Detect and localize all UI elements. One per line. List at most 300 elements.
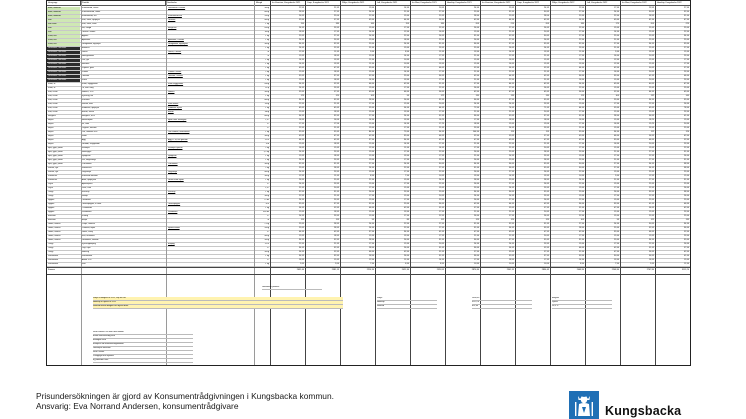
- header-cell: Varugrupp: [47, 1, 81, 6]
- price-cell: 9,50: [335, 263, 339, 265]
- price-cell: 44,95: [508, 203, 514, 205]
- price-cell: 14,90: [403, 123, 409, 125]
- price-cell: 67,90: [683, 83, 689, 85]
- price-cell: 145: [685, 95, 689, 97]
- price-cell: 37,90: [368, 231, 374, 233]
- comparison-cell: [167, 159, 253, 162]
- price-cell: 29,95: [508, 15, 514, 17]
- price-cell: 17,95: [438, 235, 444, 237]
- price-cell: 30,95: [648, 223, 654, 225]
- price-cell: 23,90: [683, 79, 689, 81]
- price-cell: 8,90: [580, 263, 584, 265]
- price-cell: 17,90: [578, 211, 584, 213]
- price-cell: 14,90: [578, 259, 584, 261]
- price-cell: 29,90: [683, 39, 689, 41]
- price-cell: 39,95: [298, 203, 304, 205]
- price-cell: 15,90: [613, 119, 619, 121]
- comparison-cell: Ketchup: [168, 191, 176, 193]
- price-cell: 52,90: [683, 139, 689, 141]
- price-cell: 23,90: [578, 151, 584, 153]
- price-cell: 31,95: [438, 255, 444, 257]
- quantity-cell: 1 l: [266, 247, 269, 249]
- price-cell: 24,90: [368, 227, 374, 229]
- price-cell: 24,95: [508, 155, 514, 157]
- price-cell: 20,95: [543, 235, 549, 237]
- price-cell: 26,90: [473, 199, 479, 201]
- comparison-cell: [167, 223, 253, 226]
- price-cell: 29,95: [298, 223, 304, 225]
- price-cell: 18,95: [333, 235, 339, 237]
- price-cell: 57,95: [543, 251, 549, 253]
- price-cell: 47,95: [543, 231, 549, 233]
- price-cell: 46,90: [683, 203, 689, 205]
- price-cell: 10,95: [508, 263, 514, 265]
- category-cell: Mjöl, gryn, pasta: [48, 151, 63, 153]
- category-cell: Barnmat: [48, 215, 56, 217]
- grid-line: [550, 1, 551, 366]
- price-cell: 29,95: [438, 191, 444, 193]
- price-cell: 57,95: [333, 91, 339, 93]
- price-cell: 9,90: [370, 51, 374, 53]
- price-cell: 26,95: [298, 179, 304, 181]
- price-cell: 19,90: [368, 27, 374, 29]
- price-cell: 13,90: [403, 111, 409, 113]
- price-cell: 109: [615, 95, 619, 97]
- price-cell: 14,95: [298, 63, 304, 65]
- category-cell: Kött, chark: [48, 107, 58, 109]
- comparison-cell: Ost hårdost, hushållsost: [168, 131, 190, 133]
- comparison-cell: [167, 219, 253, 222]
- category-cell: Grönsaker, rotfrukter: [47, 59, 80, 62]
- price-cell: 17,90: [403, 87, 409, 89]
- price-cell: 109: [370, 95, 374, 97]
- price-cell: 26,90: [368, 191, 374, 193]
- price-cell: 22,90: [578, 215, 584, 217]
- comparison-cell: Knäckebröd fint: [168, 15, 182, 17]
- category-cell: Godis, snacks: [48, 235, 61, 237]
- comparison-cell: [167, 255, 253, 258]
- product-cell: Honung: [82, 251, 90, 253]
- quantity-cell: 1 kg: [265, 67, 269, 69]
- price-cell: 22,90: [578, 171, 584, 173]
- product-cell: Ketchup: [82, 191, 90, 193]
- price-cell: 34,95: [298, 247, 304, 249]
- price-cell: 19,95: [648, 31, 654, 33]
- price-cell: 28,90: [613, 115, 619, 117]
- price-cell: 11,95: [334, 51, 339, 53]
- price-cell: 52,95: [333, 83, 339, 85]
- price-cell: 19,95: [298, 155, 304, 157]
- totals-bottom-divider: [47, 274, 690, 275]
- price-cell: 47,90: [473, 231, 479, 233]
- price-cell: 31,90: [683, 151, 689, 153]
- product-cell: Chips, naturell: [82, 223, 95, 225]
- quantity-cell: 1 kg: [265, 107, 269, 109]
- price-cell: 29,90: [403, 75, 409, 77]
- price-cell: 27,95: [508, 87, 514, 89]
- price-cell: 31,95: [333, 163, 339, 165]
- category-cell: Sockerbitar: [48, 255, 59, 257]
- price-cell: 6,90: [405, 263, 409, 265]
- price-cell: 125: [545, 219, 549, 221]
- price-cell: 42,90: [473, 203, 479, 205]
- price-cell: 54,95: [298, 251, 304, 253]
- price-cell: 24,95: [298, 183, 304, 185]
- price-cell: 22,95: [648, 155, 654, 157]
- price-cell: 57,90: [683, 247, 689, 249]
- price-cell: 209: [475, 23, 479, 25]
- price-cell: 36,90: [473, 115, 479, 117]
- price-cell: 13,90: [578, 63, 584, 65]
- comparison-cell: [167, 35, 253, 38]
- price-cell: 15,90: [368, 211, 374, 213]
- note-item: Extrapris vid undersökningstillfället: [93, 343, 193, 347]
- price-cell: 38,90: [683, 191, 689, 193]
- price-cell: 34,90: [683, 35, 689, 37]
- price-cell: 42,95: [543, 75, 549, 77]
- price-cell: 20,95: [543, 111, 549, 113]
- price-cell: 35,95: [543, 163, 549, 165]
- comparison-cell: Lingonsylt: [168, 171, 178, 173]
- price-cell: 36,90: [473, 247, 479, 249]
- price-cell: 23,95: [333, 159, 339, 161]
- price-cell: 31,90: [683, 15, 689, 17]
- price-cell: 17,90: [403, 171, 409, 173]
- category-cell: Margarin: [48, 115, 56, 117]
- price-cell: 29,95: [508, 159, 514, 161]
- price-cell: 29,90: [613, 99, 619, 101]
- header-cell: Willys, Kungsbacka 2021: [341, 1, 376, 6]
- grid-line: [270, 1, 271, 366]
- price-cell: 19,90: [368, 183, 374, 185]
- price-cell: 37,95: [543, 115, 549, 117]
- price-cell: 39,90: [683, 99, 689, 101]
- product-cell: Bacon, skivat: [82, 111, 94, 113]
- product-cell: Bananer: [82, 47, 90, 49]
- price-cell: 31,95: [438, 99, 444, 101]
- price-cell: 21,95: [508, 31, 514, 33]
- price-cell: 28,95: [333, 227, 339, 229]
- price-cell: 21,90: [403, 11, 409, 13]
- price-cell: 26,95: [543, 183, 549, 185]
- price-cell: 78,90: [683, 107, 689, 109]
- price-cell: 21,95: [508, 147, 514, 149]
- price-cell: 35,95: [543, 43, 549, 45]
- price-cell: 199: [300, 23, 304, 25]
- quantity-cell: 1,5 kg: [263, 151, 269, 153]
- price-cell: 17,90: [368, 243, 374, 245]
- price-cell: 13,95: [438, 63, 444, 65]
- price-cell: 27,90: [368, 115, 374, 117]
- price-cell: 34,95: [298, 255, 304, 257]
- price-cell: 10,90: [473, 263, 479, 265]
- price-cell: 26,90: [473, 159, 479, 161]
- price-cell: 26,90: [683, 103, 689, 105]
- price-cell: 52,95: [333, 207, 339, 209]
- price-cell: 24,95: [298, 151, 304, 153]
- price-cell: 22,95: [438, 199, 444, 201]
- price-cell: 20,95: [648, 55, 654, 57]
- price-cell: 44,95: [298, 139, 304, 141]
- price-cell: 115: [545, 131, 549, 133]
- quantity-cell: 2 kg: [265, 71, 269, 73]
- price-cell: 57,90: [473, 207, 479, 209]
- price-cell: 9,90: [615, 51, 619, 53]
- price-cell: 27,95: [508, 27, 514, 29]
- price-cell: 26,95: [438, 35, 444, 37]
- price-cell: 44,90: [403, 19, 409, 21]
- price-cell: 9,90: [615, 175, 619, 177]
- price-cell: 15,90: [368, 123, 374, 125]
- price-cell: 34,90: [473, 191, 479, 193]
- price-cell: 31,90: [578, 99, 584, 101]
- category-cell: Kött, chark: [48, 103, 58, 105]
- price-cell: 34,95: [648, 163, 654, 165]
- comparison-cell: [167, 151, 253, 154]
- price-cell: 20,95: [333, 187, 339, 189]
- price-cell: 14,90: [403, 55, 409, 57]
- price-cell: 169: [370, 23, 374, 25]
- price-cell: 21,95: [298, 187, 304, 189]
- category-cell: Hygien: [48, 199, 55, 201]
- price-cell: 24,95: [298, 171, 304, 173]
- comparison-cell: [167, 247, 253, 250]
- price-cell: 35,95: [543, 191, 549, 193]
- price-cell: 47,95: [543, 139, 549, 141]
- price-cell: 19,90: [613, 127, 619, 129]
- price-cell: 20,95: [438, 7, 444, 9]
- quantity-cell: 500g: [264, 175, 269, 177]
- price-cell: 46,90: [368, 207, 374, 209]
- price-cell: 38,90: [683, 167, 689, 169]
- quantity-cell: 520g: [264, 15, 269, 17]
- quantity-cell: 1 kg: [265, 155, 269, 157]
- product-cell: Cornflakes: [82, 163, 92, 165]
- comparison-cell: Kokt skinka: [168, 103, 179, 105]
- price-cell: 99,90: [578, 131, 584, 133]
- price-cell: 62,90: [683, 135, 689, 137]
- total-cell: 2941,35: [506, 269, 514, 271]
- price-cell: 34,90: [473, 163, 479, 165]
- price-cell: 31,90: [578, 239, 584, 241]
- price-cell: 13,90: [578, 59, 584, 61]
- price-cell: 28,95: [298, 11, 304, 13]
- category-cell: Hygien: [48, 211, 55, 213]
- header-cell: Lidl, Kungsbacka 2022: [586, 1, 621, 6]
- price-cell: 28,95: [333, 223, 339, 225]
- price-cell: 16,95: [298, 147, 304, 149]
- price-cell: 26,95: [543, 171, 549, 173]
- product-cell: Fullkornsbröd, mörkt: [82, 11, 101, 13]
- price-cell: 27,90: [578, 35, 584, 37]
- product-cell: Apelsinjuice: [82, 183, 93, 185]
- price-cell: 23,90: [683, 55, 689, 57]
- price-cell: 28,90: [368, 247, 374, 249]
- price-cell: 57,95: [333, 19, 339, 21]
- quantity-cell: 1 kg: [265, 131, 269, 133]
- category-cell: Kött, chark: [48, 91, 58, 93]
- product-cell: Margarin, 80%: [82, 115, 96, 117]
- price-cell: 41,90: [683, 255, 689, 257]
- price-cell: 54,90: [578, 83, 584, 85]
- total-cell: 2767,80: [646, 269, 654, 271]
- price-cell: 23,95: [648, 127, 654, 129]
- price-cell: 26,90: [473, 39, 479, 41]
- price-cell: 14,90: [403, 7, 409, 9]
- price-cell: 30,95: [543, 35, 549, 37]
- price-cell: 46,90: [368, 251, 374, 253]
- price-cell: 21,95: [333, 7, 339, 9]
- price-cell: 99,95: [298, 131, 304, 133]
- totals-label: Summa: [48, 269, 55, 271]
- price-cell: 21,90: [613, 151, 619, 153]
- price-cell: 42,95: [333, 139, 339, 141]
- price-cell: 23,95: [543, 103, 549, 105]
- price-cell: 26,95: [508, 47, 514, 49]
- total-cell: 2021,30: [401, 269, 409, 271]
- product-cell: Choklad, mjölk: [82, 227, 96, 229]
- price-cell: 20,95: [543, 211, 549, 213]
- product-cell: Köttbullar, djupfryst: [82, 107, 100, 109]
- quantity-cell: 400g: [264, 19, 269, 21]
- product-cell: Fil, mild: [82, 123, 89, 125]
- price-cell: 20,95: [438, 103, 444, 105]
- price-cell: 22,95: [298, 103, 304, 105]
- price-cell: 22,90: [403, 35, 409, 37]
- price-cell: 26,90: [683, 243, 689, 245]
- price-cell: 22,95: [438, 87, 444, 89]
- price-cell: 42,90: [578, 231, 584, 233]
- price-cell: 56,90: [578, 91, 584, 93]
- price-cell: 28,90: [473, 179, 479, 181]
- price-cell: 31,95: [438, 115, 444, 117]
- price-cell: 67,90: [683, 19, 689, 21]
- price-cell: 189: [580, 23, 584, 25]
- price-cell: 14,95: [298, 59, 304, 61]
- grid-line: [620, 1, 621, 366]
- price-cell: 32,95: [333, 255, 339, 257]
- price-cell: 18,95: [333, 155, 339, 157]
- grid-line: [305, 1, 306, 366]
- price-cell: 42,90: [403, 83, 409, 85]
- price-cell: 209: [650, 23, 654, 25]
- price-cell: 17,90: [613, 155, 619, 157]
- price-cell: 21,95: [508, 211, 514, 213]
- category-cell: Fisk: [47, 19, 80, 22]
- price-cell: 19,90: [368, 7, 374, 9]
- category-cell: Grönsaker, rotfrukter: [47, 75, 80, 78]
- price-cell: 13,90: [403, 155, 409, 157]
- price-cell: 20,95: [648, 71, 654, 73]
- price-cell: 19,95: [298, 211, 304, 213]
- comparison-cell: Gurka, i lösvikt: [168, 51, 182, 53]
- total-cell: 2248,30: [611, 269, 619, 271]
- category-cell: Grönsaker, rotfrukter: [47, 79, 80, 82]
- product-cell: Ägg: [82, 139, 86, 141]
- comparison-cell: [167, 215, 253, 218]
- price-cell: 57,90: [473, 251, 479, 253]
- price-cell: 62,95: [543, 83, 549, 85]
- price-cell: 13,95: [543, 51, 549, 53]
- product-cell: Yoghurt, naturell: [82, 127, 97, 129]
- price-cell: 41,95: [648, 203, 654, 205]
- price-cell: 27,95: [508, 171, 514, 173]
- price-cell: 10,90: [403, 59, 409, 61]
- product-cell: Vetemjöl: [82, 147, 90, 149]
- total-cell: 2468,30: [576, 269, 584, 271]
- grid-line: [340, 1, 341, 366]
- price-cell: 22,95: [508, 79, 514, 81]
- price-cell: 46,90: [403, 91, 409, 93]
- price-cell: 32,95: [298, 163, 304, 165]
- price-cell: 24,90: [403, 43, 409, 45]
- price-cell: 44,95: [298, 231, 304, 233]
- category-cell: Fisk: [47, 27, 80, 30]
- price-cell: 28,50: [543, 15, 549, 17]
- price-cell: 21,90: [613, 159, 619, 161]
- price-cell: 11,90: [684, 263, 689, 265]
- product-cell: Tomater: [82, 75, 90, 77]
- price-cell: 22,95: [508, 71, 514, 73]
- price-cell: 24,90: [403, 115, 409, 117]
- price-cell: 62,90: [473, 91, 479, 93]
- price-cell: 21,95: [543, 143, 549, 145]
- quantity-cell: 20 p: [265, 87, 269, 89]
- price-cell: 27,95: [333, 35, 339, 37]
- comparison-cell: Potatis i lösvikt: [168, 71, 182, 73]
- comparison-cell: Mjölkchoklad: [168, 227, 180, 229]
- quantity-cell: 500g: [264, 195, 269, 197]
- price-cell: 16,95: [508, 59, 514, 61]
- price-cell: 29,95: [648, 35, 654, 37]
- price-cell: 39,90: [368, 67, 374, 69]
- product-cell: Sill, inlagd: [82, 27, 92, 29]
- price-cell: 94,95: [438, 131, 444, 133]
- product-cell: Olja, raps: [82, 247, 91, 249]
- price-cell: 26,95: [543, 39, 549, 41]
- price-cell: 54,95: [508, 67, 514, 69]
- price-cell: 46,90: [578, 247, 584, 249]
- note-item: Prisuppgift från hyllkant: [93, 355, 193, 359]
- quantity-cell: 2 l: [266, 231, 269, 233]
- comparison-cell: [167, 63, 253, 66]
- price-cell: 13,90: [473, 51, 479, 53]
- price-cell: 23,90: [578, 159, 584, 161]
- price-cell: 49,95: [508, 231, 514, 233]
- price-cell: 62,90: [683, 207, 689, 209]
- price-cell: 20,95: [543, 31, 549, 33]
- header-cell: Mängd: [255, 1, 271, 6]
- comparison-cell: Tomater, i lösvikt: [168, 75, 183, 77]
- price-cell: 15,90: [368, 55, 374, 57]
- price-cell: 41,95: [438, 231, 444, 233]
- price-cell: 47,95: [333, 67, 339, 69]
- category-cell: Övrigt: [48, 251, 54, 253]
- price-cell: 24,90: [368, 11, 374, 13]
- price-cell: 32,90: [683, 11, 689, 13]
- quantity-cell: 75 ml: [264, 199, 269, 201]
- price-cell: 26,90: [473, 151, 479, 153]
- price-cell: 57,95: [543, 207, 549, 209]
- product-cell: Havregryn: [82, 151, 92, 153]
- price-cell: 24,90: [473, 195, 479, 197]
- price-cell: 37,95: [333, 203, 339, 205]
- price-cell: 22,95: [648, 195, 654, 197]
- comparison-cell: [167, 79, 253, 82]
- price-cell: 21,90: [473, 79, 479, 81]
- price-cell: 46,90: [683, 75, 689, 77]
- price-cell: 34,90: [403, 139, 409, 141]
